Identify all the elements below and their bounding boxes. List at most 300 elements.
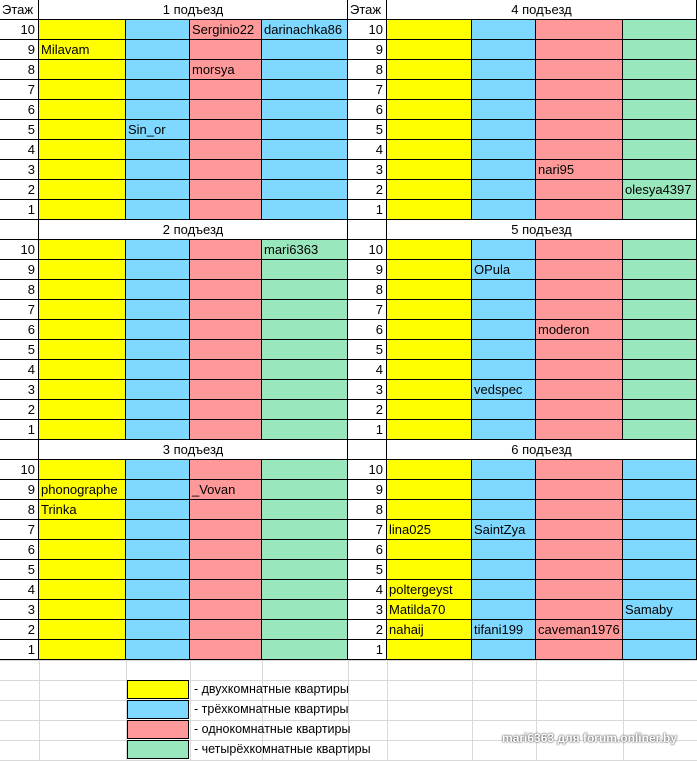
apartment-cell [387,420,472,440]
apartment-cell [39,180,126,200]
apartment-cell [190,360,262,380]
watermark: mari6363 для forum.onliner.by [502,731,677,745]
apartment-cell [536,40,623,60]
apartment-cell [623,560,697,580]
apartment-cell [536,600,623,620]
apartment-cell [472,140,536,160]
floor-header: Этаж [348,0,387,20]
apartment-cell [623,80,697,100]
apartment-cell-resident: tifani199 [472,620,536,640]
apartment-cell [472,340,536,360]
apartment-cell [126,100,190,120]
apartment-cell [623,200,697,220]
gridline [472,660,473,761]
apartment-cell [39,300,126,320]
floor-number: 5 [348,120,387,140]
floor-number: 1 [348,640,387,660]
apartment-cell [536,360,623,380]
apartment-cell-resident: poltergeyst [387,580,472,600]
entrance-title: 3 подъезд [39,440,348,460]
apartment-cell [472,460,536,480]
apartment-cell [472,480,536,500]
apartment-cell [623,240,697,260]
apartment-cell [39,540,126,560]
apartment-cell [472,500,536,520]
floor-number: 7 [0,520,39,540]
apartment-cell [387,460,472,480]
apartment-cell [39,380,126,400]
apartment-cell [39,600,126,620]
apartment-cell [190,340,262,360]
apartment-cell [190,320,262,340]
floor-number: 4 [0,580,39,600]
apartment-cell [39,20,126,40]
floor-number: 6 [0,100,39,120]
apartment-cell [387,560,472,580]
apartment-cell [387,140,472,160]
apartment-cell [262,300,348,320]
apartment-cell [387,100,472,120]
apartment-cell [126,60,190,80]
floor-number: 8 [348,280,387,300]
apartment-cell [536,640,623,660]
apartment-cell [387,360,472,380]
apartment-cell [623,620,697,640]
apartment-cell [387,640,472,660]
floor-number: 8 [0,500,39,520]
apartment-cell [126,200,190,220]
apartment-cell [190,260,262,280]
apartment-cell [623,340,697,360]
apartment-cell [536,500,623,520]
apartment-cell-resident: caveman1976 [536,620,623,640]
apartment-cell [536,540,623,560]
apartment-cell [536,420,623,440]
legend-swatch-blue [127,700,189,719]
apartment-cell [262,600,348,620]
apartment-cell [536,460,623,480]
apartment-cell-resident: moderon [536,320,623,340]
apartment-cell [536,380,623,400]
apartment-cell [387,500,472,520]
apartment-cell [190,200,262,220]
floor-number: 2 [0,180,39,200]
floor-number: 2 [348,180,387,200]
apartment-cell [190,500,262,520]
apartment-cell [262,640,348,660]
apartment-cell [387,180,472,200]
apartment-cell [387,380,472,400]
apartment-cell [262,60,348,80]
apartment-cell [126,340,190,360]
apartment-cell [623,20,697,40]
apartment-cell [190,120,262,140]
apartment-cell [126,40,190,60]
floor-number: 8 [0,60,39,80]
apartment-cell [190,540,262,560]
apartment-cell [126,640,190,660]
apartment-cell [39,420,126,440]
apartment-cell-resident: Trinka [39,500,126,520]
floor-header-empty [0,220,39,240]
apartment-cell [39,160,126,180]
apartment-cell [190,560,262,580]
floor-header-empty [0,440,39,460]
apartment-cell-resident: lina025 [387,520,472,540]
floor-number: 10 [0,460,39,480]
apartment-cell [262,160,348,180]
floor-number: 9 [0,40,39,60]
apartment-cell [536,140,623,160]
apartment-cell [472,240,536,260]
floor-number: 9 [348,480,387,500]
gridline [39,660,40,761]
apartment-cell [126,20,190,40]
apartment-cell [623,480,697,500]
apartment-cell [472,360,536,380]
apartment-cell [39,140,126,160]
apartment-cell-resident: nari95 [536,160,623,180]
floor-number: 2 [0,400,39,420]
apartment-cell [623,520,697,540]
floor-number: 6 [348,540,387,560]
apartment-cell [126,400,190,420]
apartment-cell-resident: Milavam [39,40,126,60]
apartment-cell [387,480,472,500]
apartment-cell [387,540,472,560]
legend-label-two-room: - двухкомнатные квартиры [194,682,349,696]
floor-number: 4 [348,140,387,160]
floor-number: 3 [348,600,387,620]
floor-number: 8 [348,60,387,80]
apartment-cell [39,60,126,80]
apartment-cell [126,600,190,620]
floor-number: 5 [0,340,39,360]
apartment-cell-resident: Matilda70 [387,600,472,620]
apartment-cell [190,280,262,300]
apartment-cell [126,520,190,540]
floor-number: 10 [348,20,387,40]
apartment-cell [262,40,348,60]
apartment-cell [39,640,126,660]
floor-number: 10 [0,240,39,260]
apartment-cell [623,360,697,380]
floor-number: 4 [0,140,39,160]
apartment-cell [387,320,472,340]
apartment-cell [190,240,262,260]
apartment-cell [190,300,262,320]
gridline [536,660,537,761]
floor-number: 4 [348,360,387,380]
apartment-cell [39,580,126,600]
apartment-cell [262,500,348,520]
apartment-cell [472,320,536,340]
apartment-cell-resident: Serginio22 [190,20,262,40]
floor-number: 2 [0,620,39,640]
apartment-cell [536,180,623,200]
apartment-cell [126,320,190,340]
apartment-cell [472,60,536,80]
apartment-cell [536,240,623,260]
floor-header-empty [348,440,387,460]
apartment-cell [262,620,348,640]
floor-header-empty [348,220,387,240]
apartment-cell-resident: phonographe [39,480,126,500]
apartment-cell [126,180,190,200]
floor-number: 4 [348,580,387,600]
floor-number: 9 [348,260,387,280]
apartment-cell [472,100,536,120]
apartment-cell [623,640,697,660]
entrance-title: 6 подъезд [387,440,697,460]
apartment-cell [190,400,262,420]
apartment-cell [190,40,262,60]
apartment-cell [126,620,190,640]
floor-number: 1 [348,200,387,220]
apartment-cell [623,420,697,440]
apartment-cell [472,20,536,40]
floor-number: 3 [348,380,387,400]
apartment-cell [190,460,262,480]
apartment-cell [387,260,472,280]
apartment-cell [262,400,348,420]
apartment-cell [262,120,348,140]
apartment-cell [387,200,472,220]
apartment-cell [623,280,697,300]
apartment-cell-resident: olesya4397 [623,180,697,200]
apartment-cell [126,500,190,520]
apartment-cell [39,360,126,380]
floor-number: 5 [0,120,39,140]
apartment-cell [623,540,697,560]
apartment-cell [262,380,348,400]
apartment-cell-resident: mari6363 [262,240,348,260]
apartment-cell-resident: Sin_or [126,120,190,140]
floor-number: 3 [0,160,39,180]
legend-swatch-red [127,720,189,739]
apartment-cell [39,120,126,140]
apartment-cell [623,300,697,320]
apartment-cell [262,520,348,540]
apartment-cell [387,160,472,180]
floor-number: 7 [0,80,39,100]
apartment-cell [387,400,472,420]
apartment-cell-resident: nahaij [387,620,472,640]
apartment-cell [387,80,472,100]
floor-number: 4 [0,360,39,380]
apartment-cell [623,60,697,80]
apartment-cell-resident: Samaby [623,600,697,620]
apartment-cell [472,80,536,100]
apartment-cell-resident: OPula [472,260,536,280]
apartment-cell [623,120,697,140]
floor-number: 5 [348,340,387,360]
apartment-cell [472,600,536,620]
apartment-cell [190,160,262,180]
floor-number: 1 [0,420,39,440]
apartment-cell [190,580,262,600]
apartment-cell [190,600,262,620]
apartment-cell [387,60,472,80]
apartment-cell [126,460,190,480]
floor-number: 1 [348,420,387,440]
apartment-cell [536,280,623,300]
apartment-cell [262,260,348,280]
apartment-cell [262,80,348,100]
apartment-cell [190,100,262,120]
apartment-cell [387,300,472,320]
apartment-cell [536,120,623,140]
floor-header: Этаж [0,0,39,20]
apartment-cell [387,20,472,40]
floor-number: 9 [0,260,39,280]
legend-label-one-room: - однокомнатные квартиры [194,722,351,736]
apartment-cell [190,140,262,160]
floor-number: 3 [0,600,39,620]
apartment-cell [536,340,623,360]
apartment-cell [262,340,348,360]
apartment-cell [190,640,262,660]
apartment-cell [262,200,348,220]
apartment-cell [126,540,190,560]
apartment-cell [262,360,348,380]
apartment-cell [126,580,190,600]
floor-number: 7 [348,80,387,100]
apartment-cell [536,60,623,80]
floor-number: 10 [348,460,387,480]
apartment-cell [387,120,472,140]
apartment-cell [262,280,348,300]
floor-number: 7 [348,300,387,320]
apartment-cell [536,580,623,600]
entrance-title: 5 подъезд [387,220,697,240]
apartment-cell [623,320,697,340]
apartment-cell [39,520,126,540]
floor-number: 3 [348,160,387,180]
apartment-cell [126,280,190,300]
floor-number: 7 [0,300,39,320]
apartment-cell [472,200,536,220]
apartment-cell [39,280,126,300]
apartment-cell-resident: vedspec [472,380,536,400]
apartment-cell [623,400,697,420]
floor-number: 9 [0,480,39,500]
apartment-cell-resident: _Vovan [190,480,262,500]
gridline [190,660,191,761]
apartment-cell [472,40,536,60]
apartment-cell [472,560,536,580]
apartment-cell [39,340,126,360]
apartment-cell [623,380,697,400]
floor-number: 6 [0,540,39,560]
apartment-cell [39,240,126,260]
floor-number: 8 [348,500,387,520]
floor-number: 2 [348,620,387,640]
floor-number: 1 [0,200,39,220]
apartment-cell [623,500,697,520]
apartment-cell [536,560,623,580]
apartment-cell [190,620,262,640]
apartment-cell [190,80,262,100]
apartment-cell [623,140,697,160]
apartment-cell [623,40,697,60]
apartment-cell [39,200,126,220]
floor-number: 5 [0,560,39,580]
apartment-cell [623,100,697,120]
apartment-cell [126,260,190,280]
apartment-cell [262,460,348,480]
apartment-cell [472,280,536,300]
apartment-cell [536,260,623,280]
apartment-cell [472,640,536,660]
apartment-cell [126,560,190,580]
apartment-cell [472,420,536,440]
apartment-cell [536,400,623,420]
apartment-cell [39,560,126,580]
apartment-cell [623,580,697,600]
apartment-cell [623,260,697,280]
apartment-cell [126,300,190,320]
apartment-cell [262,140,348,160]
apartment-cell [536,520,623,540]
floor-number: 2 [348,400,387,420]
floor-number: 8 [0,280,39,300]
apartment-cell [472,540,536,560]
apartment-cell [623,460,697,480]
apartment-cell [536,80,623,100]
floor-number: 6 [0,320,39,340]
apartment-cell [472,180,536,200]
apartment-cell [262,480,348,500]
apartment-cell [126,80,190,100]
apartment-cell [126,160,190,180]
apartment-cell [190,520,262,540]
apartment-cell [262,180,348,200]
apartment-cell [387,240,472,260]
entrance-title: 4 подъезд [387,0,697,20]
apartment-cell [39,400,126,420]
floor-number: 6 [348,100,387,120]
apartment-cell [262,580,348,600]
floor-number: 9 [348,40,387,60]
apartment-cell [262,100,348,120]
apartment-cell [126,360,190,380]
apartment-cell [536,20,623,40]
apartment-cell [190,380,262,400]
gridline [387,660,388,761]
apartment-cell [126,240,190,260]
floor-number: 1 [0,640,39,660]
apartment-cell [190,420,262,440]
apartment-cell [39,460,126,480]
apartment-cell [39,100,126,120]
apartment-cell [190,180,262,200]
apartment-cell-resident: SaintZya [472,520,536,540]
apartment-cell [472,300,536,320]
apartment-cell [126,420,190,440]
apartment-cell [262,420,348,440]
apartment-cell [39,80,126,100]
apartment-cell [536,300,623,320]
apartment-cell [472,120,536,140]
apartment-cell [126,380,190,400]
apartment-cell [126,480,190,500]
legend-label-three-room: - трёхкомнатные квартиры [194,702,349,716]
apartment-cell [262,540,348,560]
apartment-cell [39,260,126,280]
apartment-cell-resident: morsya [190,60,262,80]
apartment-cell [472,580,536,600]
